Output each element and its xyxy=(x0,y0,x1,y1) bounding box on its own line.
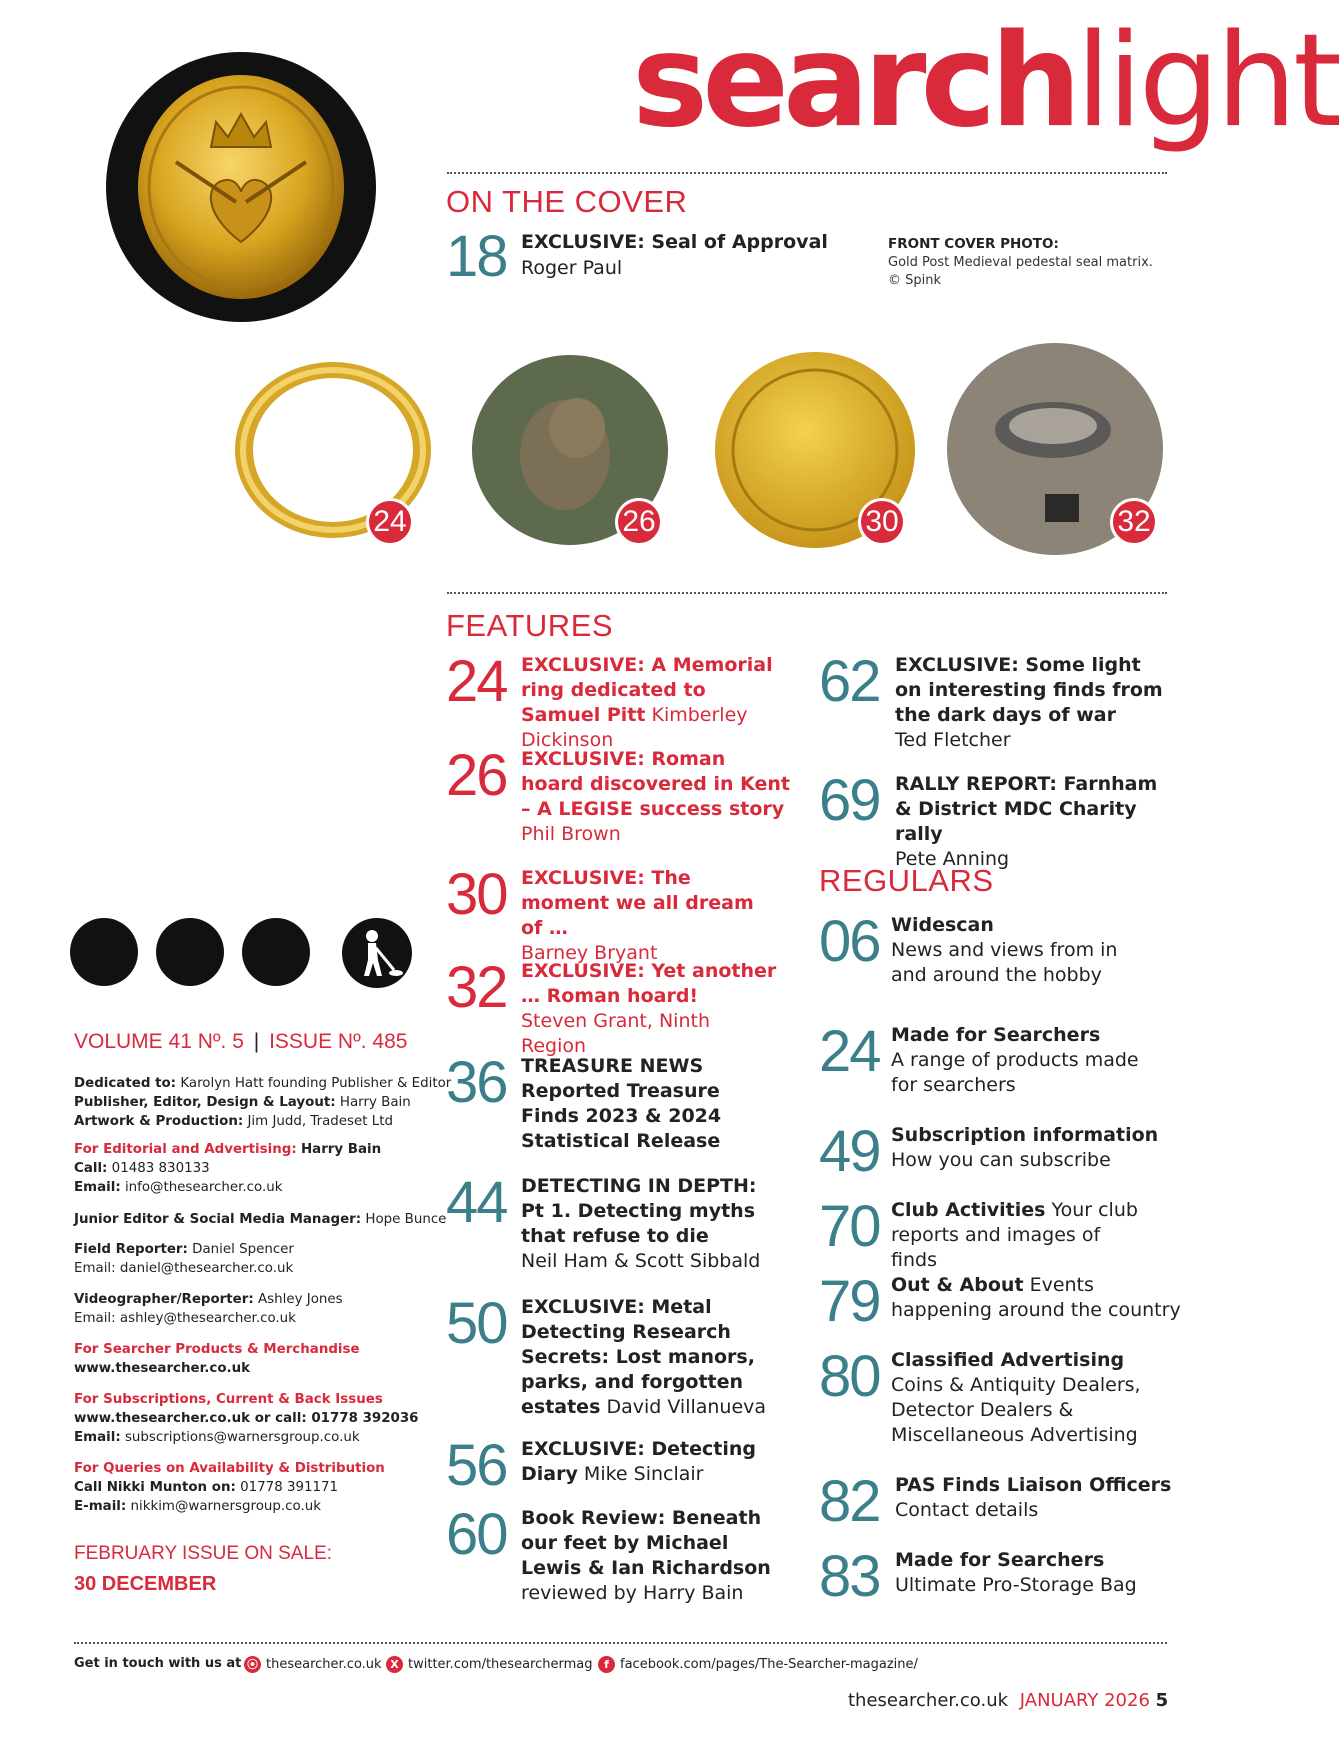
footer-site[interactable]: thesearcher.co.uk xyxy=(848,1690,1009,1711)
regular-title: Classified Advertising xyxy=(891,1349,1125,1371)
regular-title: Club Activities xyxy=(891,1199,1046,1221)
regular-title: PAS Finds Liaison Officers xyxy=(895,1474,1172,1496)
decor-dot xyxy=(70,918,138,986)
regular-page-number: 80 xyxy=(819,1344,880,1409)
decor-dot xyxy=(156,918,224,986)
feature-page-number: 62 xyxy=(819,649,880,714)
feature-page-number: 32 xyxy=(446,955,507,1020)
regular-page-number: 24 xyxy=(819,1019,880,1084)
feature-title: EXCLUSIVE: Metal Detecting Research Secrets: Lost manors, parks, and forgotten estates xyxy=(521,1296,755,1418)
cover-photo-label: FRONT COVER PHOTO: xyxy=(888,236,1059,252)
thumb-roman-coin[interactable] xyxy=(465,350,675,550)
page-footer xyxy=(848,1690,1168,1711)
regular-page-number: 70 xyxy=(819,1194,880,1259)
regular-page-number: 83 xyxy=(819,1544,880,1609)
editorial-contact: For Editorial and Advertising: Harry Bain Call: 01483 830133 Email: info@thesearcher.co.uk xyxy=(74,1142,382,1195)
regulars-heading: REGULARS xyxy=(819,863,994,898)
feature-author: Kimberley Dickinson xyxy=(521,704,748,751)
feature-title: EXCLUSIVE: Detecting Diary xyxy=(521,1438,757,1485)
feature-page-number: 24 xyxy=(446,649,507,714)
feature-author: Phil Brown xyxy=(521,823,621,845)
divider xyxy=(447,592,1167,594)
cover-photo-desc: Gold Post Medieval pedestal seal matrix. xyxy=(888,255,1153,270)
feature-title: DETECTING IN DEPTH: Pt 1. Detecting myths that refuse to die xyxy=(521,1175,757,1247)
issue-number: ISSUE Nº. 485 xyxy=(269,1030,408,1053)
volume-issue: VOLUME 41 Nº. 5 | ISSUE Nº. 485 xyxy=(74,1030,408,1053)
products-contact: For Searcher Products & Merchandise www.thesearcher.co.uk xyxy=(74,1342,360,1376)
feature-title: EXCLUSIVE: The moment we all dream of … xyxy=(521,867,754,939)
divider xyxy=(74,1642,1167,1644)
divider xyxy=(447,172,1167,174)
cover-heading: ON THE COVER xyxy=(446,184,688,219)
field-reporter: Field Reporter: Daniel Spencer Email: daniel@thesearcher.co.uk xyxy=(74,1240,454,1278)
junior-editor: Junior Editor & Social Media Manager: Hope Bunce xyxy=(74,1212,447,1227)
subscriptions-contact: For Subscriptions, Current & Back Issues www.thesearcher.co.uk or call: 01778 392036 Email: subscriptions@warnersgroup.co.uk xyxy=(74,1392,419,1445)
feature-title: EXCLUSIVE: Roman hoard discovered in Kent – A LEGISE success story xyxy=(521,748,791,820)
regular-page-number: 49 xyxy=(819,1119,880,1184)
regular-desc: Your club reports and images of finds xyxy=(891,1199,1138,1271)
feature-author: David Villanueva xyxy=(606,1396,767,1418)
regular-title: Made for Searchers xyxy=(895,1549,1105,1571)
thumb-badge-24: 24 xyxy=(366,498,414,546)
features-heading: FEATURES xyxy=(446,608,614,643)
feature-page-number: 36 xyxy=(446,1050,507,1115)
regular-desc: News and views from in and around the hobby xyxy=(891,939,1118,986)
feature-page-number: 44 xyxy=(446,1170,507,1235)
feature-page-number: 50 xyxy=(446,1291,507,1356)
regular-title: Made for Searchers xyxy=(891,1024,1101,1046)
feature-page-number: 60 xyxy=(446,1502,507,1567)
regular-desc: Ultimate Pro-Storage Bag xyxy=(895,1574,1137,1596)
facebook-icon: f xyxy=(598,1656,615,1673)
thumb-badge-26: 26 xyxy=(615,498,663,546)
distribution-contact: For Queries on Availability & Distribution Call Nikki Munton on: 01778 391171 E-mail: nikkim@warnersgroup.co.uk xyxy=(74,1461,385,1514)
products-link[interactable]: www.thesearcher.co.uk xyxy=(74,1361,251,1376)
thumb-badge-32: 32 xyxy=(1110,498,1158,546)
field-email-link[interactable]: Email: daniel@thesearcher.co.uk xyxy=(74,1261,294,1276)
staff-credits: Dedicated to: Karolyn Hatt founding Publisher & Editor Publisher, Editor, Design & Layout: Harry Bain Artwork & Production: Jim Judd, Tradeset Ltd xyxy=(74,1076,452,1129)
feature-title: Book Review: Beneath our feet by Michael Lewis & Ian Richardson xyxy=(521,1507,771,1579)
feature-author: Barney Bryant xyxy=(521,942,658,964)
onsale-label: FEBRUARY ISSUE ON SALE: xyxy=(74,1543,332,1564)
feature-title: RALLY REPORT: Farnham & District MDC Charity rally xyxy=(895,773,1158,845)
detectorist-icon xyxy=(342,918,412,988)
feature-page-number: 56 xyxy=(446,1433,507,1498)
regular-desc: Coins & Antiquity Dealers, Detector Dealers & Miscellaneous Advertising xyxy=(891,1374,1141,1446)
feature-author: Mike Sinclair xyxy=(583,1463,704,1485)
feature-title: EXCLUSIVE: Yet another … Roman hoard! xyxy=(521,960,777,1007)
feature-page-number: 26 xyxy=(446,743,507,808)
onsale-date: 30 DECEMBER xyxy=(74,1573,217,1595)
feature-author: Pete Anning xyxy=(895,848,1010,870)
feature-title: EXCLUSIVE: A Memorial ring dedicated to Samuel Pitt xyxy=(521,654,773,726)
thumb-gold-coin[interactable] xyxy=(710,350,920,550)
thumb-badge-30: 30 xyxy=(858,498,906,546)
regular-page-number: 79 xyxy=(819,1269,880,1334)
cover-seal-image xyxy=(106,52,376,322)
regular-desc: Contact details xyxy=(895,1499,1039,1521)
feature-author: Neil Ham & Scott Sibbald xyxy=(521,1250,761,1272)
feature-author: Ted Fletcher xyxy=(895,729,1011,751)
cover-title[interactable]: EXCLUSIVE: Seal of Approval xyxy=(521,231,828,253)
cover-photo-credit: © Spink xyxy=(888,273,942,288)
volume-number: VOLUME 41 Nº. 5 xyxy=(74,1030,244,1053)
decor-dot xyxy=(242,918,310,986)
regular-page-number: 06 xyxy=(819,909,880,974)
cover-page-number: 18 xyxy=(446,224,507,289)
regular-title: Subscription information xyxy=(891,1124,1159,1146)
facebook-link[interactable]: f facebook.com/pages/The-Searcher-magazine/ xyxy=(598,1656,918,1673)
regular-desc: How you can subscribe xyxy=(891,1149,1111,1171)
web-icon: ⦿ xyxy=(244,1656,261,1673)
feature-title: EXCLUSIVE: Some light on interesting finds from the dark days of war xyxy=(895,654,1163,726)
twitter-link[interactable]: X twitter.com/thesearchermag xyxy=(386,1656,592,1673)
feature-author: Steven Grant, Ninth Region xyxy=(521,1010,710,1057)
queries-email-link[interactable]: nikkim@warnersgroup.co.uk xyxy=(130,1499,321,1514)
editorial-email-link[interactable]: info@thesearcher.co.uk xyxy=(124,1180,283,1195)
page-number: 5 xyxy=(1155,1690,1169,1711)
thumb-ring[interactable] xyxy=(228,350,438,550)
website-link[interactable]: ⦿ thesearcher.co.uk xyxy=(244,1656,382,1673)
cover-author: Roger Paul xyxy=(521,257,623,279)
regular-title: Out & About xyxy=(891,1274,1024,1296)
feature-page-number: 69 xyxy=(819,768,880,833)
feature-title: TREASURE NEWS Reported Treasure Finds 2023 & 2024 Statistical Release xyxy=(521,1055,722,1152)
regular-desc: A range of products made for searchers xyxy=(891,1049,1139,1096)
videographer: Videographer/Reporter: Ashley Jones Email: ashley@thesearcher.co.uk xyxy=(74,1290,454,1328)
feature-author: reviewed by Harry Bain xyxy=(521,1582,744,1604)
contact-label: Get in touch with us at xyxy=(74,1656,242,1671)
twitter-icon: X xyxy=(386,1656,403,1673)
regular-desc: Events happening around the country xyxy=(891,1274,1181,1321)
subs-email-link[interactable]: subscriptions@warnersgroup.co.uk xyxy=(124,1430,360,1445)
masthead-logo: searchlight xyxy=(632,7,1339,156)
video-email-link[interactable]: Email: ashley@thesearcher.co.uk xyxy=(74,1311,296,1326)
regular-page-number: 82 xyxy=(819,1469,880,1534)
feature-page-number: 30 xyxy=(446,862,507,927)
footer-date: JANUARY 2026 xyxy=(1019,1690,1150,1711)
regular-title: Widescan xyxy=(891,914,994,936)
thumb-hoard-pot[interactable] xyxy=(945,342,1165,557)
